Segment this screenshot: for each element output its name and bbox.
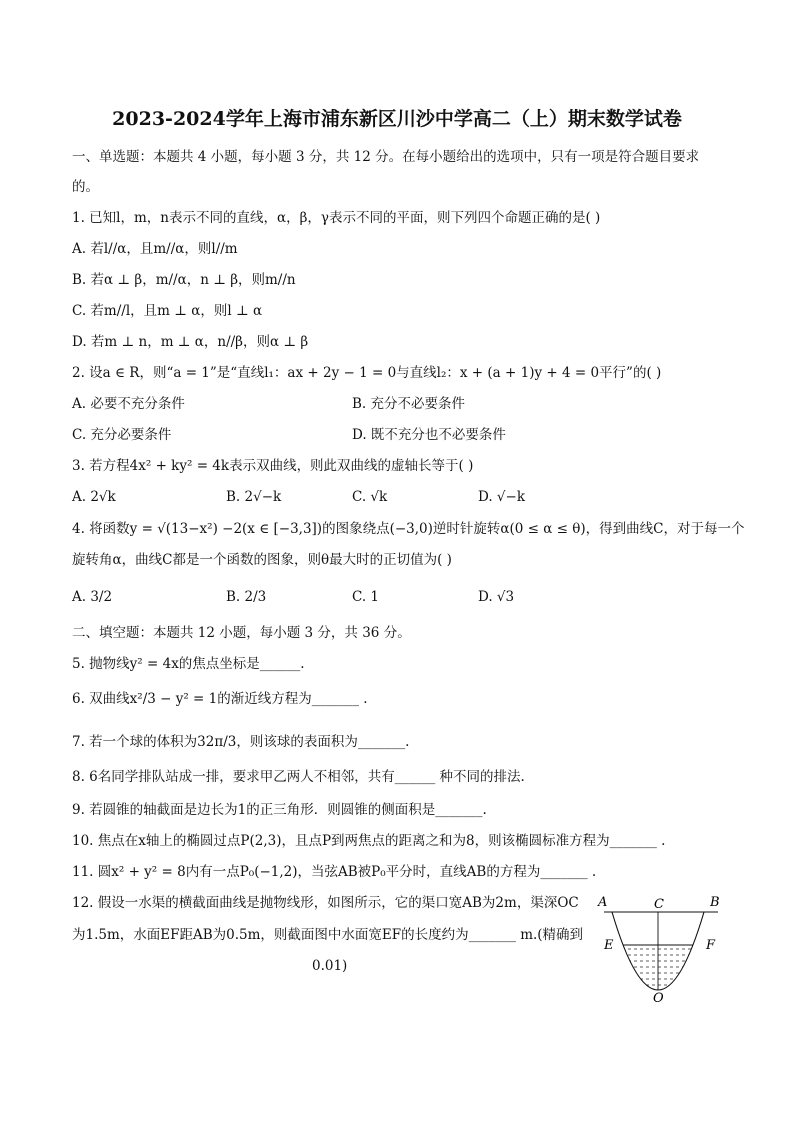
q3-option-d: D. √−k <box>478 489 526 505</box>
q1-option-d: D. 若m ⊥ n，m ⊥ α，n//β，则α ⊥ β <box>72 334 309 350</box>
label-b: B <box>710 895 720 910</box>
q2-option-c: C. 充分必要条件 <box>72 427 172 443</box>
q1-option-a: A. 若l//α，且m//α，则l//m <box>72 241 238 257</box>
section2-heading: 二、填空题：本题共 12 小题，每小题 3 分，共 36 分。 <box>72 625 411 641</box>
q5: 5. 抛物线y² = 4x的焦点坐标是______. <box>72 656 305 672</box>
q12-line1: 12. 假设一水渠的横截面曲线是抛物线形，如图所示，它的渠口宽AB为2m，渠深OC <box>72 895 579 911</box>
q1-option-c: C. 若m//l，且m ⊥ α，则l ⊥ α <box>72 303 263 319</box>
label-a: A <box>598 895 608 910</box>
q2-option-b: B. 充分不必要条件 <box>352 396 466 412</box>
q3-option-c: C. √k <box>352 489 388 505</box>
q11: 11. 圆x² + y² = 8内有一点P₀(−1,2)，当弦AB被P₀平分时，直线AB的方程为_______ . <box>72 864 597 880</box>
q9: 9. 若圆锥的轴截面是边长为1的正三角形．则圆锥的侧面积是_______. <box>72 802 487 818</box>
q2-option-d: D. 既不充分也不必要条件 <box>352 427 506 443</box>
q3-stem: 3. 若方程4x² + ky² = 4k表示双曲线，则此双曲线的虚轴长等于( ) <box>72 458 474 474</box>
q4-option-d: D. √3 <box>478 589 515 605</box>
label-f: F <box>706 938 716 953</box>
q6: 6. 双曲线x²/3 − y² = 1的渐近线方程为_______ . <box>72 691 368 707</box>
q2-option-a: A. 必要不充分条件 <box>72 396 185 412</box>
q1-stem: 1. 已知l，m，n表示不同的直线，α，β，γ表示不同的平面，则下列四个命题正确的是( ) <box>72 210 601 226</box>
q3-option-a: A. 2√k <box>72 489 116 505</box>
label-e: E <box>604 938 614 953</box>
q4-stem-cont: 旋转角α，曲线C都是一个函数的图象，则θ最大时的正切值为( ) <box>72 552 452 568</box>
q1-option-b: B. 若α ⊥ β，m//α，n ⊥ β，则m//n <box>72 272 296 288</box>
label-c: C <box>654 897 664 912</box>
section1-heading: 一、单选题：本题共 4 小题，每小题 3 分，共 12 分。在每小题给出的选项中，只有一项是符合题目要求 <box>72 149 700 165</box>
q4-option-b: B. 2/3 <box>226 589 267 605</box>
q8: 8. 6名同学排队站成一排，要求甲乙两人不相邻，共有______ 种不同的排法. <box>72 769 525 785</box>
q3-option-b: B. 2√−k <box>226 489 282 505</box>
q4-stem: 4. 将函数y = √(13−x²) −2(x ∈ [−3,3])的图象绕点(−3,0)逆时针旋转α(0 ≤ α ≤ θ)，得到曲线C，对于每一个 <box>72 521 745 537</box>
channel-figure <box>592 892 732 1007</box>
q10: 10. 焦点在x轴上的椭圆过点P(2,3)，且点P到两焦点的距离之和为8，则该椭圆标准方程为_______ . <box>72 833 666 849</box>
q2-stem: 2. 设a ∈ R，则“a = 1”是“直线l₁：ax + 2y − 1 = 0与直线l₂：x + (a + 1)y + 4 = 0平行”的( ) <box>72 365 662 381</box>
q4-option-c: C. 1 <box>352 589 380 605</box>
q12-line2: 为1.5m，水面EF距AB为0.5m，则截面图中水面宽EF的长度约为_______ m.(精确到 <box>72 927 584 943</box>
q4-option-a: A. 3/2 <box>72 589 113 605</box>
section1-heading-cont: 的。 <box>72 179 99 195</box>
q12-line3: 0.01) <box>312 958 348 974</box>
page-title: 2023-2024学年上海市浦东新区川沙中学高二（上）期末数学试卷 <box>112 108 682 130</box>
q7: 7. 若一个球的体积为32π/3，则该球的表面积为_______. <box>72 734 410 750</box>
label-o: O <box>653 991 664 1006</box>
